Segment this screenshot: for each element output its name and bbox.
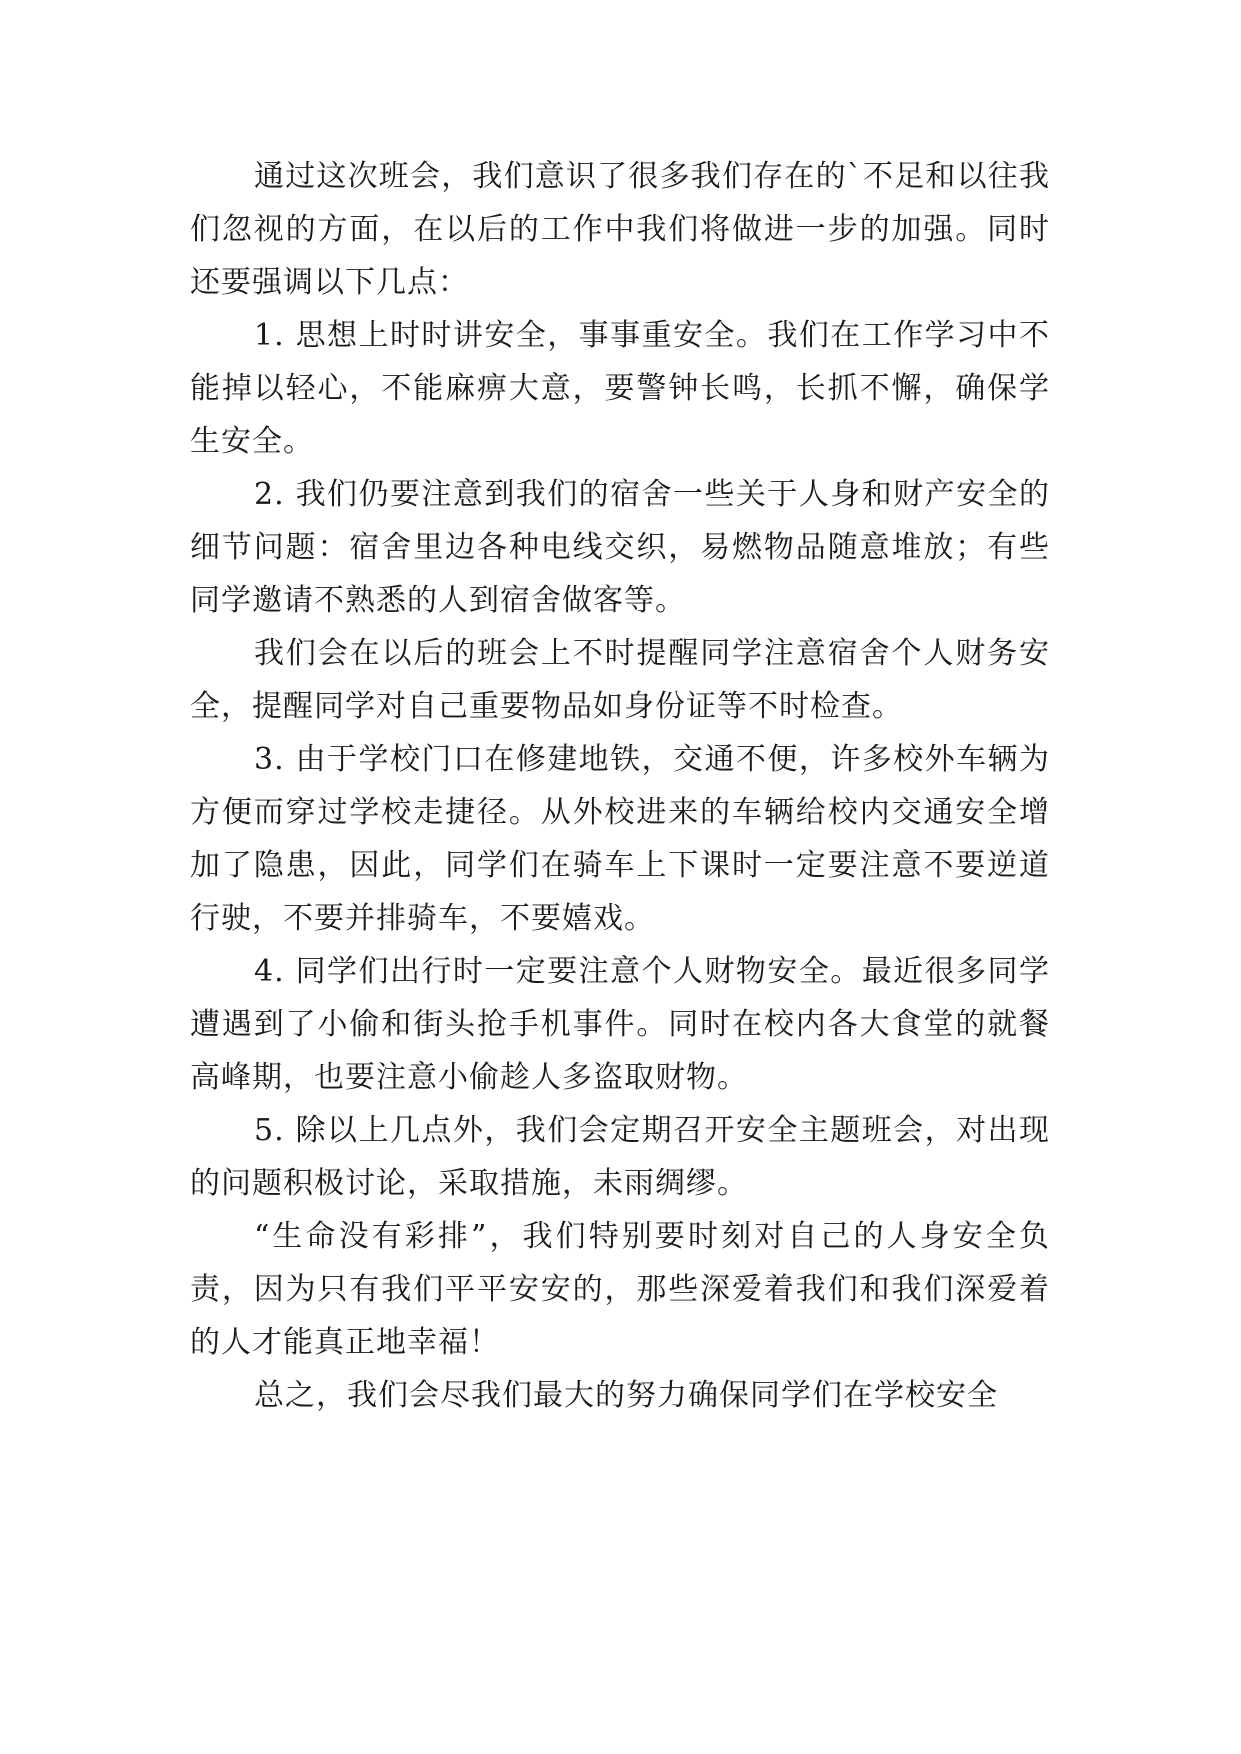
paragraph-intro: 通过这次班会，我们意识了很多我们存在的`不足和以往我们忽视的方面，在以后的工作中我们将做进一步的加强。同时还要强调以下几点： xyxy=(190,159,1050,300)
paragraph-point-1: 1. 思想上时时讲安全，事事重安全。我们在工作学习中不能掉以轻心，不能麻痹大意，要警钟长鸣，长抓不懈，确保学生安全。 xyxy=(190,318,1050,459)
paragraph-point-5: 5. 除以上几点外，我们会定期召开安全主题班会，对出现的问题积极讨论，采取措施，未雨绸缪。 xyxy=(190,1113,1050,1201)
paragraph-quote: “生命没有彩排”，我们特别要时刻对自己的人身安全负责，因为只有我们平平安安的，那些深爱着我们和我们深爱着的人才能真正地幸福！ xyxy=(190,1219,1050,1360)
paragraph-conclusion: 总之，我们会尽我们最大的努力确保同学们在学校安全 xyxy=(254,1378,998,1413)
paragraph-point-4: 4. 同学们出行时一定要注意个人财物安全。最近很多同学遭遇到了小偷和街头抢手机事件。同时在校内各大食堂的就餐高峰期，也要注意小偷趁人多盗取财物。 xyxy=(190,954,1050,1095)
document-body xyxy=(190,150,1050,1422)
paragraph-point-2: 2. 我们仍要注意到我们的宿舍一些关于人身和财产安全的细节问题：宿舍里边各种电线交织，易燃物品随意堆放；有些同学邀请不熟悉的人到宿舍做客等。 xyxy=(190,477,1050,618)
paragraph-point-3: 3. 由于学校门口在修建地铁，交通不便，许多校外车辆为方便而穿过学校走捷径。从外校进来的车辆给校内交通安全增加了隐患，因此，同学们在骑车上下课时一定要注意不要逆道行驶，不要并排骑车，不要嬉戏。 xyxy=(190,742,1050,936)
paragraph-dorm-reminder: 我们会在以后的班会上不时提醒同学注意宿舍个人财务安全，提醒同学对自己重要物品如身份证等不时检查。 xyxy=(190,636,1050,724)
